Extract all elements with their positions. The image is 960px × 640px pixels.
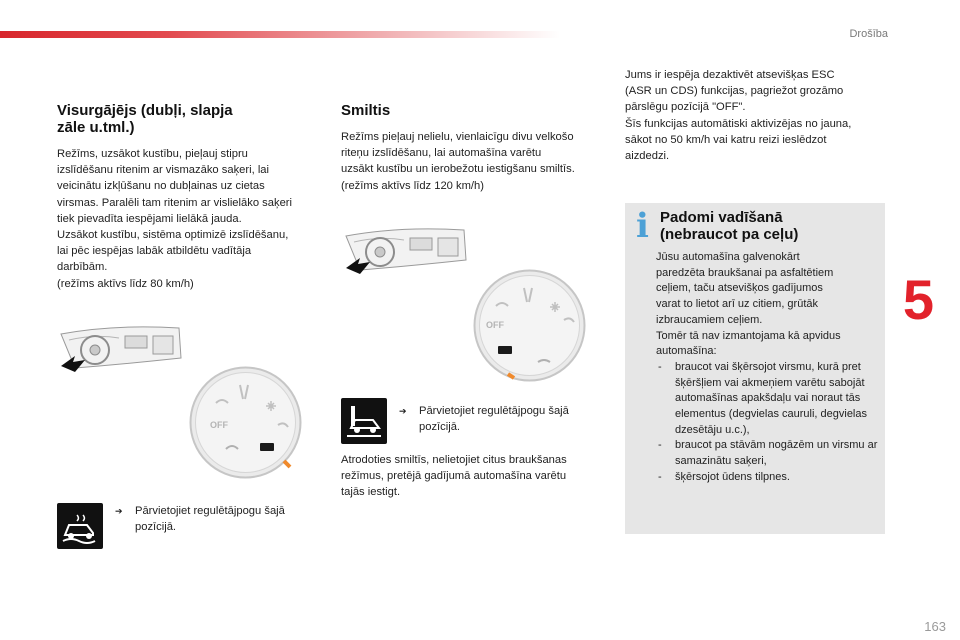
step-arrow-icon: ➔: [115, 506, 123, 516]
list-item-text: braucot vai šķērsojot virsmu, kurā pret šķēršļiem vai akmeņiem varētu sabojāt automašīnas apakšdaļu vai noraut tās elementus (degvielas cauruli, degvielas dzesētāju u.c.),: [675, 360, 867, 436]
driving-tips-intro: Jūsu automašīna galvenokārt paredzēta braukšanai pa asfaltētiem ceļiem, taču atsevišķos gadījumos varat to lietot arī uz citiem, grūtāk izbraucamiem ceļiem. Tomēr tā nav izmantojama kā apvidus automašīna:: [656, 251, 841, 358]
sand-body: Režīms pieļauj nelielu, vienlaicīgu divu velkošo riteņu izslīdēšanu, lai automašīna varētu uzsākt kustību un ierobežotu iestigšanu smiltīs. (režīms aktīvs līdz 120 km/h): [341, 131, 575, 192]
mode-selector-knob: [188, 365, 303, 480]
list-bullet: -: [658, 360, 662, 373]
chapter-number: 5: [902, 268, 934, 331]
sand-step-text: Pārvietojiet regulētājpogu šajā pozīcijā.: [419, 405, 569, 433]
list-item: [656, 470, 881, 486]
sand-title: Smiltis: [341, 102, 391, 119]
mud-step: [115, 503, 325, 535]
mode-selector-knob-2: [472, 268, 587, 383]
list-bullet: -: [658, 439, 662, 452]
esc-info-text: Jums ir iespēja dezaktivēt atsevišķas ESC (ASR un CDS) funkcijas, pagriežot grozāmo pārslēgu pozīcijā "OFF". Šīs funkcijas automātiski aktivizējas no jauna, sākot no 50 km/h vai katru reizi ieslēdzot aizdedzi.: [625, 69, 852, 163]
info-icon: i: [636, 206, 649, 246]
page-number: 163: [924, 619, 946, 634]
mud-step-text: Pārvietojiet regulētājpogu šajā pozīcijā.: [135, 505, 285, 533]
driving-tips-body: [656, 250, 881, 486]
list-item-text: šķērsojot ūdens tilpnes.: [675, 470, 790, 483]
list-bullet: -: [658, 470, 662, 483]
sand-mode-icon: [341, 398, 387, 444]
list-item: [656, 360, 881, 439]
column-sand: [341, 102, 611, 194]
step-arrow-icon-2: ➔: [399, 406, 407, 416]
section-title: Drošība: [849, 28, 888, 40]
dashboard-illustration-2: [340, 222, 470, 278]
header-accent-bar: [0, 31, 560, 38]
mud-title: Visurgājējs (dubļi, slapja zāle u.tml.): [57, 102, 233, 136]
dashboard-illustration: [55, 320, 185, 376]
driving-tips-title: Padomi vadīšanā (nebraucot pa ceļu): [660, 209, 799, 243]
mud-body: Režīms, uzsākot kustību, pieļauj stipru izslīdēšanu ritenim ar vismazāko saķeri, lai veicinātu izkļūšanu no dubļainas uz cietas virsmas. Paralēli tam ritenim ar vislielāko saķeri tiek pievadīta iespējami lielākā jauda. Uzsākot kustību, sistēma optimizē izslīdēšanu, lai pēc iespējas labāk atbildētu vadītāja darbībām. (režīms aktīvs līdz 80 km/h): [57, 148, 292, 290]
knob-off-label: OFF: [210, 420, 228, 430]
list-item-text: braucot pa stāvām nogāzēm un virsmu ar samazinātu saķeri,: [675, 439, 878, 468]
mud-mode-icon: [57, 503, 103, 549]
list-item: [656, 438, 881, 469]
knob-off-label-2: OFF: [486, 320, 504, 330]
sand-step: [399, 403, 609, 435]
sand-warning: Atrodoties smiltīs, nelietojiet citus braukšanas režīmus, pretējā gadījumā automašīna varētu tajās iestigt.: [341, 454, 567, 499]
column-mud: [57, 102, 322, 292]
